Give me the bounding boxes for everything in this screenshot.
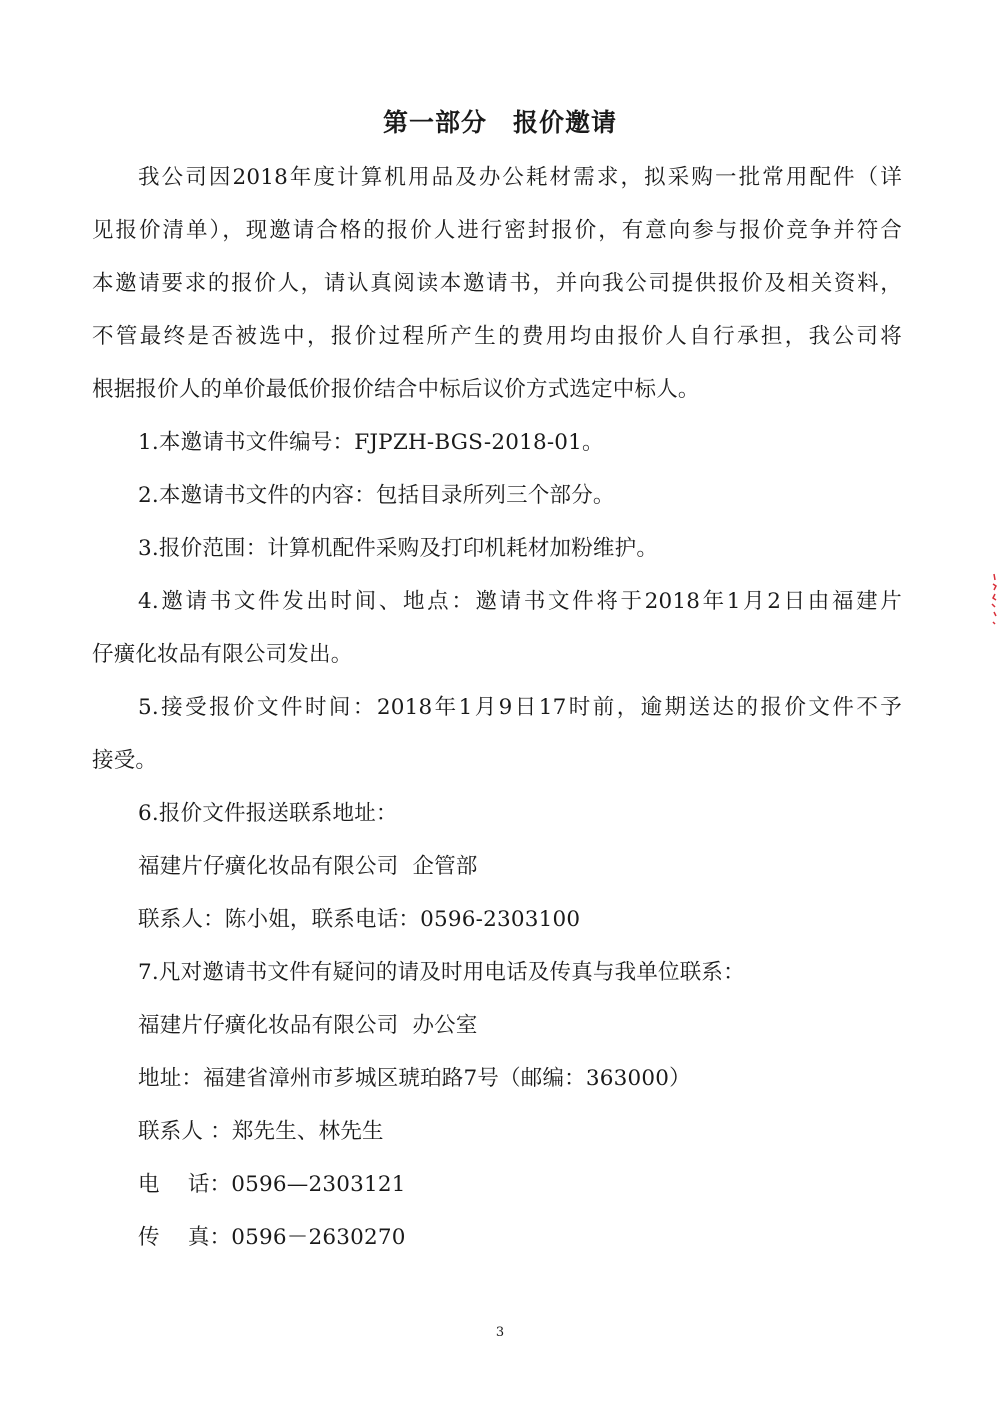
item-5-line-2: 接受。 [92, 748, 158, 773]
intro-line-2: 见报价清单），现邀请合格的报价人进行密封报价，有意向参与报价竞争并符合 [92, 218, 902, 243]
title-name: 报价邀请 [513, 108, 618, 137]
item-7-phone: 电 话：0596—2303121 [138, 1172, 406, 1197]
item-7-fax: 传 真：0596－2630270 [138, 1225, 406, 1250]
item-7-contact: 联系人 ：郑先生、林先生 [138, 1119, 384, 1144]
item-2: 2.本邀请书文件的内容：包括目录所列三个部分。 [138, 483, 615, 508]
item-6: 6.报价文件报送联系地址： [138, 801, 398, 826]
title-part: 第一部分 [382, 108, 487, 137]
item-7-address: 地址：福建省漳州市芗城区琥珀路7号（邮编：363000） [138, 1066, 691, 1091]
item-4-line-2: 仔癀化妆品有限公司发出。 [92, 642, 353, 667]
intro-line-4: 不管最终是否被选中，报价过程所产生的费用均由报价人自行承担，我公司将 [92, 324, 902, 349]
intro-line-1: 我公司因2018年度计算机用品及办公耗材需求，拟采购一批常用配件（详 [138, 165, 902, 190]
item-6-contact: 联系人：陈小姐，联系电话：0596-2303100 [138, 907, 581, 932]
item-4-line-1: 4.邀请书文件发出时间、地点：邀请书文件将于2018年1月2日由福建片 [138, 589, 902, 614]
item-3: 3.报价范围：计算机配件采购及打印机耗材加粉维护。 [138, 536, 659, 561]
intro-line-3: 本邀请要求的报价人，请认真阅读本邀请书，并向我公司提供报价及相关资料， [92, 271, 902, 296]
item-5-line-1: 5.接受报价文件时间：2018年1月9日17时前，逾期送达的报价文件不予 [138, 695, 902, 720]
seal-edge-mark [986, 572, 998, 632]
item-1: 1.本邀请书文件编号：FJPZH-BGS-2018-01。 [138, 430, 604, 455]
page-number: 3 [495, 1325, 505, 1340]
intro-line-5: 根据报价人的单价最低价报价结合中标后议价方式选定中标人。 [92, 377, 700, 402]
item-6-company: 福建片仔癀化妆品有限公司 企管部 [138, 854, 478, 879]
page-title [0, 103, 1000, 139]
item-7-company: 福建片仔癀化妆品有限公司 办公室 [138, 1013, 478, 1038]
item-7: 7.凡对邀请书文件有疑问的请及时用电话及传真与我单位联系： [138, 960, 745, 985]
